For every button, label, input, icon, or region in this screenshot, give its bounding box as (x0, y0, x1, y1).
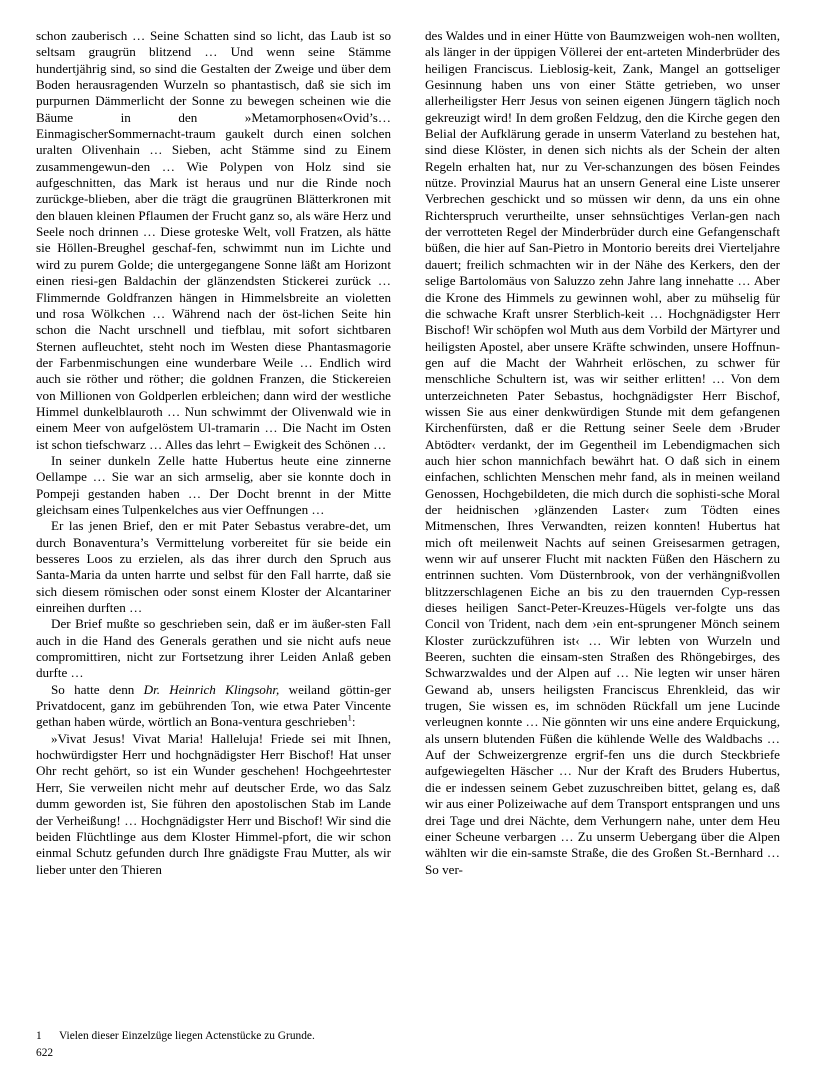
paragraph-text-pre: So hatte denn (51, 681, 144, 697)
footnote-number: 1 (36, 1030, 42, 1042)
right-column (425, 28, 780, 878)
paragraph-text-main: weiland göttin-ger Privatdocent, ganz im gebührenden Ton, wie etwa Pater Vincente gethan haben würde, wörtlich an Bona-ventura geschrieben (36, 681, 391, 730)
paragraph: »Vivat Jesus! Vivat Maria! Halleluja! Friede sei mit Ihnen, hochwürdigster Herr und hochgnädigster Herr Bischof! Hat unser Ohr recht gehört, so ist ein Wunder geschehen! Hochgeehrtester Herr, Sie verweilen nicht mehr auf deutscher Erde, wo das Salz dumm geworden ist, Sie führen den apostolischen Stab im Lande der Verheißung! … Hochgnädigster Herr und Bischof! Wir sind die beiden Flüchtlinge aus dem Kloster Himmel-pfort, die wir schon einmal Schutz gefunden durch Ihre gnädigste Frau Mutter, als wir lieber unter den Thieren (36, 730, 391, 877)
paragraph-with-footnote-ref (36, 682, 391, 731)
paragraph: Der Brief mußte so geschrieben sein, daß er im äußer-sten Fall auch in die Hand des Generals gerathen und sie nicht aufs neue compromittiren, nicht zur Fortsetzung ihrer Leiden Anlaß geben durfte … (36, 616, 391, 681)
footnote-text: Vielen dieser Einzelzüge liegen Actenstücke zu Grunde. (59, 1030, 315, 1042)
paragraph: In seiner dunkeln Zelle hatte Hubertus heute eine zinnerne Oellampe … Sie war an sich armselig, aber sie konnte doch in Pompeji gestanden haben … Der Docht brennt in der Mitte gleichsam eines Tulpenkelches aus vier Oeffnungen … (36, 452, 391, 517)
footnote-reference: 1 (347, 713, 352, 724)
two-column-layout (36, 28, 783, 878)
cited-name: Dr. Heinrich Klingsohr, (143, 681, 280, 697)
paragraph: des Waldes und in einer Hütte von Baumzweigen woh-nen wollten, als länger in der üppigen Völlerei der ent-arteten Minderbrüder des heiligen Franciscus. Lieblosig-keit, Zank, Mangel an gottseliger Gesinnung haben uns von einer Stätte getrieben, wo unser allerheiligster Herr Jesus von seinen eigenen Jüngern täglich noch gekreuzigt wird! In dem großen Feldzug, den die Kirche gegen den Belial der Aufklärung gerade in unserm Vaterland zu bestehen hat, sind diese Klöster, in denen sich nichts als der Schein der alten Regeln erhalten hat, nur zu Ver-schanzungen des bösen Feindes nütze. Provinzial Maurus hat an unsern General eine Liste unserer Verbrechen geschickt und so müssen wir denn, da uns ein ohne Richterspruch verurtheilte, unser sehnsüchtiges Verlan-gen nach der verrotteten Regel der Minderbrüder durch eine Gefangenschaft büßen, die hier auf San-Pietro in Montorio bereits drei Vierteljahre dauert; freilich schmachten wir in der Nähe des Kerkers, den der selige Bartolomäus von Saluzzo zehn Jahre lang innehatte … Aber die Krone des Himmels zu gewinnen wohl, aber zu mühselig für die schwache Kraft unsrer Sterblich-keit … Hochgnädigster Herr Bischof! Wir schöpfen wol Muth aus dem Vorbild der Märtyrer und heiligsten Apostel, aber unsere Kräfte schwinden, unsere Hoffnun-gen auf die Macht der Wahrheit erlöschen, zu schwer für menschliche Schultern ist, was wir seither erlitten! … Von dem unterzeichneten Pater Sebastus, hochgnädigster Herr Bischof, wissen Sie aus einer denkwürdigen Stunde mit dem gefangenen Kirchenfürsten, daß er die Rettung seiner Seele dem ›Bruder Abtödter‹ verdankt, der im Gegentheil im Lebendigmachen sich auch hier schon mannichfach bewährt hat. O daß sich in einem einfachen, schlichten Menschen mehr fand, als in meinen weiland Genossen, Hochgebildeten, die mich durch die sophisti-sche Moral der heidnischen ›glänzenden Laster‹ zum Tödten eines Mitmenschen, Ihres Verwandten, reizen konnten! Hubertus hat mich oft meilenweit Nachts auf seinen Greisesarmen getragen, wenn wir auf unserer Flucht mit nackten Füßen den Häschern zu entrinnen suchten. Vom Düsternbrook, von der verhängnißvollen blitzzerschlagenen Eiche an bis zu den trauernden Cyp-ressen dieses heiligen Sanct-Peter-Kreuzes-Hügels ver-folgte uns das Concil von Trident, nach dem ›ein ent-sprungener Mönch seinem Kloster zurückzuführen ist‹ … Wir lebten von Wurzeln und Beeren, suchten die einsam-sten Straßen des Rhöngebirges, des Schwarzwaldes und der Alpen auf … Nie legten wir unser hären Gewand ab, unsers heiligsten Franciscus Ehrenkleid, das wir trugen, Sie wissen es, im schnöden Rückfall um jene Lucinde verleugnen konnte … Nie gönnten wir uns eine andere Erquickung, als unsern blutenden Füßen die kühlende Welle des Waldbachs … Auf der Schweizergrenze ergrif-fen uns die durch Steckbriefe aufgewiegelten Häscher … Nur der Kraft des Bruders Hubertus, die er indessen seinem Gebet zuzuschreiben bittet, gelang es, daß wir aus einer Polizeiwache auf dem Transport entsprangen und uns drei Tage und drei Nächte, dem Verhungern nahe, unter dem Heu einer Scheune verbargen … Zu unserm Uebergang über die Alpen wählten wir die ein-samste Straße, die des Großen St.-Bernhard … So ver- (425, 28, 780, 877)
paragraph: Er las jenen Brief, den er mit Pater Sebastus verabre-det, um durch Bonaventura’s Vermittelung vorbereitet für sie beide ein besseres Loos zu erzielen, als das ihrer durch den Spruch aus Santa-Maria da unten harrte und selbst für den Fall harrte, daß sie sich diesem römischen oder sonst einem Kloster der Alcantariner einreihen durften … (36, 518, 391, 616)
left-column (36, 28, 391, 878)
footnote (36, 1029, 391, 1043)
paragraph-text-post: : (351, 714, 356, 730)
page-number: 622 (36, 1047, 54, 1059)
footnote-area (36, 1029, 391, 1043)
paragraph: schon zauberisch … Seine Schatten sind so licht, das Laub ist so seltsam graugrün blitzend … Und wenn seine Stämme hundertjährig sind, so sind die Gestalten der Zweige und über dem Boden herausragenden Wurzeln so phantastisch, daß sie sich im purpurnen Dämmerlicht der Sonne zu bewegen scheinen wie die Bäume in den »Metamorphosen«Ovid’s… EinmagischerSommernacht-traum gaukelt durch einen solchen uralten Olivenhain … Sieben, acht Stämme sind zu Einem zusammengewun-den … Wie Polypen von Holz sind sie aufgeschnitten, das Mark ist heraus und nur die Rinde noch zurückge-blieben, aber die trägt die graugrünen Blätterkronen mit den blauen kleinen Pflaumen der Frucht ganz so, als wäre Herz und Seele noch drinnen … Diese groteske Welt, voll Fratzen, als hätte sie Höllen-Breughel geschaf-fen, schwimmt nun im Lichte und wird zu purem Golde; die untergegangene Sonne läßt am Horizont einen riesi-gen Baldachin der glänzendsten Stickerei zurück … Flimmernde Goldfranzen hängen in Himmelsbreite an violetten und rosa Wölkchen … Während nach der öst-lichen Seite hin schon die Nacht urschnell und tiefblau, mit sofort sichtbaren Sternen aufleuchtet, steht noch im Westen diese Phantasmagorie der Farbenmischungen eine wunderbare Weile … Endlich wird auch sie röther und röther; die goldnen Franzen, die Stickereien von Millionen von Goldperlen erbleichen; dann wird der westliche Himmel dunkelblauroth … Nun schwimmt der Olivenwald wie in einem Meer von aufgelöstem Ul-tramarin … Die Nacht im Osten ist schon tiefschwarz … Alles das lehrt – Ewigkeit des Schönen … (36, 28, 391, 452)
